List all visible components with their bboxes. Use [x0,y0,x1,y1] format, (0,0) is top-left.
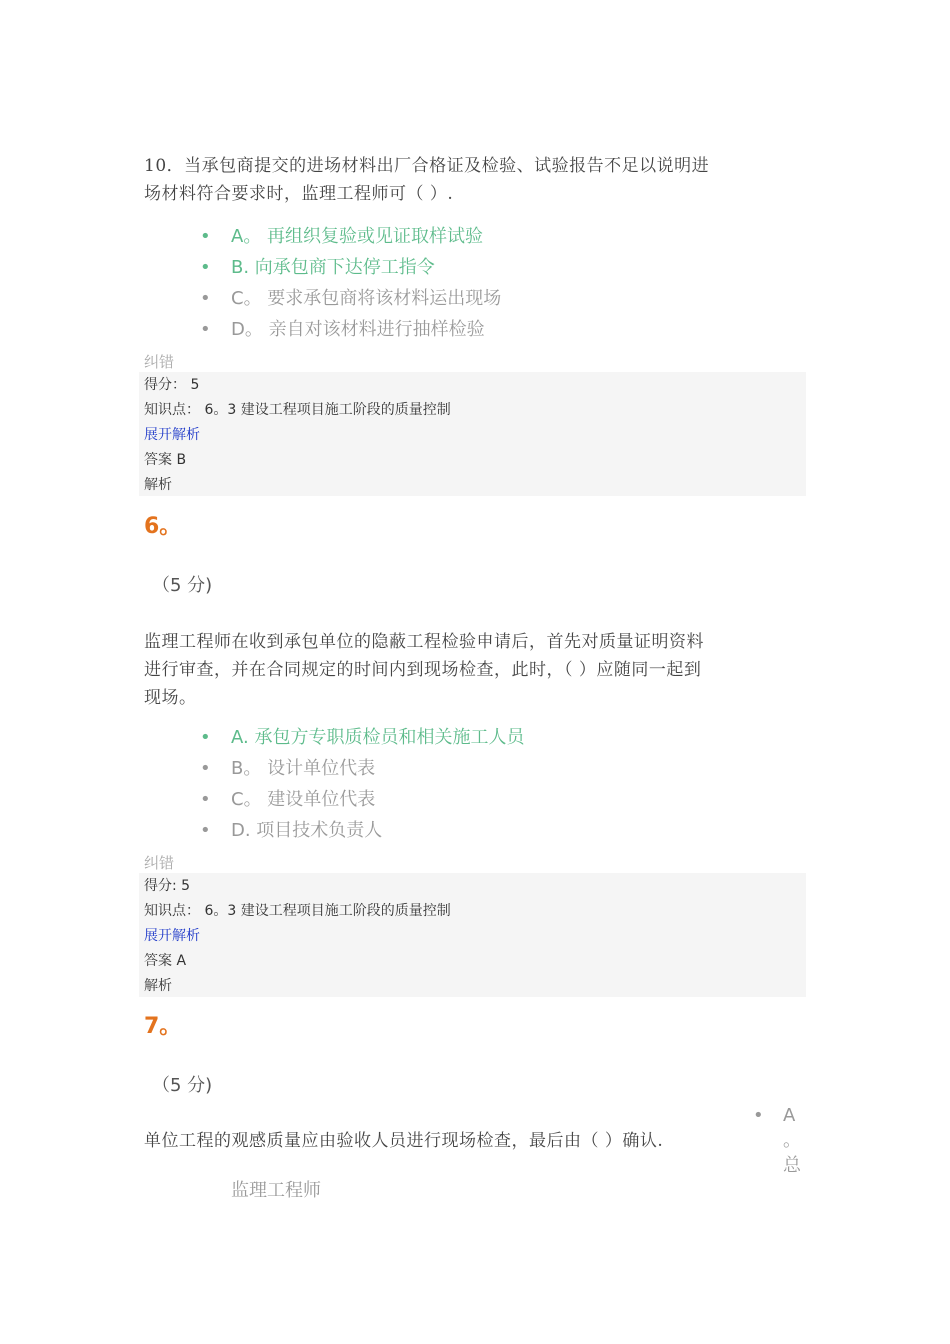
analysis-label: 解析 [144,978,172,994]
question-7-points: （5 分) [152,1075,213,1096]
option-label: D。 亲自对该材料进行抽样检验 [231,319,485,340]
side-option-line: 。 [783,1130,801,1151]
q6-option-b[interactable] [200,758,375,780]
q6-option-c[interactable] [200,789,375,811]
q6-option-d[interactable] [200,820,382,842]
bullet-icon: • [200,226,211,247]
analysis-label: 解析 [144,477,172,493]
option-label: C。 建设单位代表 [231,789,376,810]
q10-option-d[interactable] [200,319,485,341]
bullet-icon: • [200,727,211,748]
expand-analysis-link[interactable]: 展开解析 [144,928,200,944]
question-6-text-line-3: 现场。 [144,688,197,708]
question-10-text-line-2: 场材料符合要求时，监理工程师可（ ）. [144,184,454,204]
question-10-text-line-1: 10．当承包商提交的进场材料出厂合格证及检验、试验报告不足以说明进 [144,156,710,176]
q6-option-a[interactable] [200,727,524,749]
bullet-icon: • [200,820,211,841]
knowledge-point-text: 知识点： 6。3 建设工程项目施工阶段的质量控制 [144,903,451,919]
option-label: B. 向承包商下达停工指令 [231,257,435,278]
question-6-number: 6。 [144,514,182,539]
bullet-icon: • [200,319,211,340]
side-option-line: 总 [783,1155,801,1176]
bullet-icon: • [200,288,211,309]
question-7-text-line-1: 单位工程的观感质量应由验收人员进行现场检查，最后由（ ）确认. [144,1131,664,1151]
option-label: A。 再组织复验或见证取样试验 [231,226,484,247]
option-label: B。 设计单位代表 [231,758,376,779]
question-6-text-line-2: 进行审查，并在合同规定的时间内到现场检查，此时，（ ）应随同一起到 [144,660,702,680]
q6-result-panel [139,873,806,997]
q6-report-error-link[interactable]: 纠错 [144,854,175,872]
q10-report-error-link[interactable]: 纠错 [144,353,175,371]
q7-side-option[interactable] [753,1103,803,1178]
side-option-line: A [783,1105,796,1126]
q10-result-panel [139,372,806,496]
q10-option-b[interactable] [200,257,435,279]
question-6-text-line-1: 监理工程师在收到承包单位的隐蔽工程检验申请后，首先对质量证明资料 [144,632,704,652]
question-6-points: （5 分) [152,575,213,596]
q10-option-c[interactable] [200,288,501,310]
knowledge-point-text: 知识点： 6。3 建设工程项目施工阶段的质量控制 [144,402,451,418]
option-label: A. 承包方专职质检员和相关施工人员 [231,727,525,748]
score-text: 得分： 5 [144,377,200,393]
q7-option-text[interactable]: 监理工程师 [231,1180,321,1201]
option-label: D. 项目技术负责人 [231,820,383,841]
score-text: 得分: 5 [144,878,191,894]
question-7-number: 7。 [144,1014,182,1039]
option-label: C。 要求承包商将该材料运出现场 [231,288,502,309]
q10-option-a[interactable] [200,226,483,248]
bullet-icon: • [753,1105,764,1126]
expand-analysis-link[interactable]: 展开解析 [144,427,200,443]
bullet-icon: • [200,758,211,779]
bullet-icon: • [200,257,211,278]
answer-text: 答案 B [144,452,187,468]
bullet-icon: • [200,789,211,810]
answer-text: 答案 A [144,953,187,969]
